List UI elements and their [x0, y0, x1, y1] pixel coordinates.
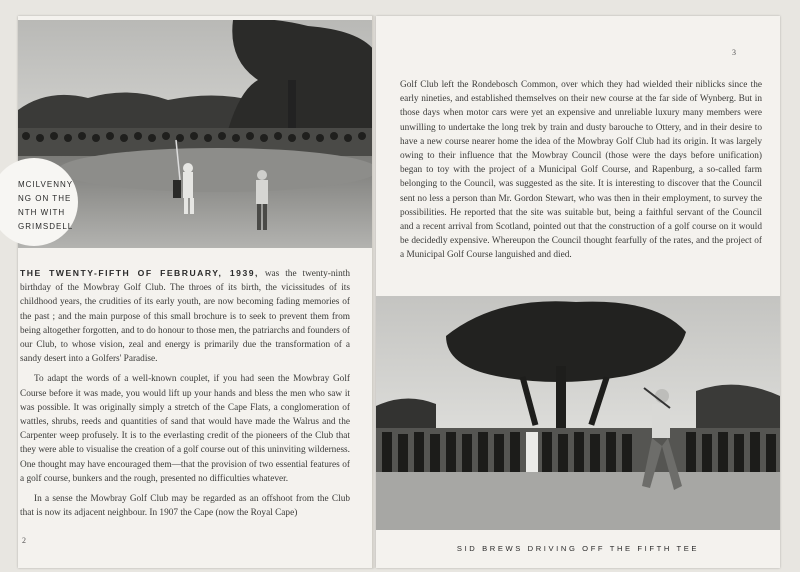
- paragraph-2: To adapt the words of a well-known couplet, if you had seen the Mowbray Golf Course before it was made, you would lift up your hands and bless the men who saw it was possible. It was originally simply a stretch of the Cape Flats, a conglomeration of wattles, shrubs, reeds and quantities of sand that would have made the Walrus and the Carpenter weep profusely. It is to the everlasting credit of the pioneers of the Club that they were able to visualise the creation of a golf course out of this uninviting wilderness. One thought may have encouraged them—that the provision of two essential features of a golf course, bunkers and the rough, presented no difficulties whatever.: [20, 374, 350, 484]
- paragraph-3: In a sense the Mowbray Golf Club may be regarded as an offshoot from the Club that is now its adjacent neighbour. In 1907 the Cape (now the Royal Cape): [20, 494, 350, 519]
- left-body-text: [20, 266, 350, 526]
- right-paragraph-1: Golf Club left the Rondebosch Common, over which they had wielded their niblicks since the early nineties, and established themselves on their new course at the far side of Wynberg. But in those days when motor cars were yet an expensive and unreliable luxury many members were unwilling to undertake the long trek by train and dusty barouche to Ottery, and in their desire to have a new course nearer home the idea of the Mowbray Golf Club had its origin. It was largely owing to their influence that the Mowbray Council (those were the days before unification) began to toy with the project of a Municipal Golf Course, and Rapenburg, a so-called farm belonging to the Council, was suggested as the site. It is interesting to discover that the Council sent no less a person than Mr. Gordon Stewart, who was then in their employment, to survey the possibilities. He reported that the site was suitable but, being a faithful servant of the Council and a recent arrival from Scotland, pointed out that the construction of a golf course on it would be decidedly expensive. Whereupon the Council thought fearfully of the rates, and the project of a Municipal Golf Course languished and died.: [400, 80, 762, 261]
- left-page: [18, 16, 374, 568]
- right-page: [376, 16, 780, 568]
- lead-in-heading: THE TWENTY-FIFTH OF FEBRUARY, 1939,: [20, 268, 259, 278]
- page-number-left: 2: [22, 536, 26, 545]
- caption-line-3: NTH WITH: [18, 208, 66, 217]
- caption-line-2: NG ON THE: [18, 194, 72, 203]
- paragraph-1: [20, 266, 350, 366]
- page-number-right: 3: [732, 48, 736, 57]
- golf-driving-photo: [376, 296, 780, 530]
- paragraph-1-text: was the twenty-ninth birthday of the Mowbray Golf Club. The throes of its birth, the vicissitudes of its childhood years, the crudities of its early youth, are now becoming fading memories of the past ; and the main purpose of this small brochure is to seek to prevent them from being altogether forgotten, and to do honour to those men, the patriarchs and founders of our Club, to whose vision, zeal and energy is primarily due the transformation of a sandy desert into a Golfers' Paradise.: [20, 269, 350, 365]
- caption-line-1: MCILVENNY: [18, 180, 74, 189]
- right-body-text: [400, 78, 762, 269]
- caption-line-4: GRIMSDELL: [18, 222, 74, 231]
- photo-caption: SID BREWS DRIVING OFF THE FIFTH TEE: [456, 544, 700, 553]
- driving-scene-illustration: [376, 296, 780, 530]
